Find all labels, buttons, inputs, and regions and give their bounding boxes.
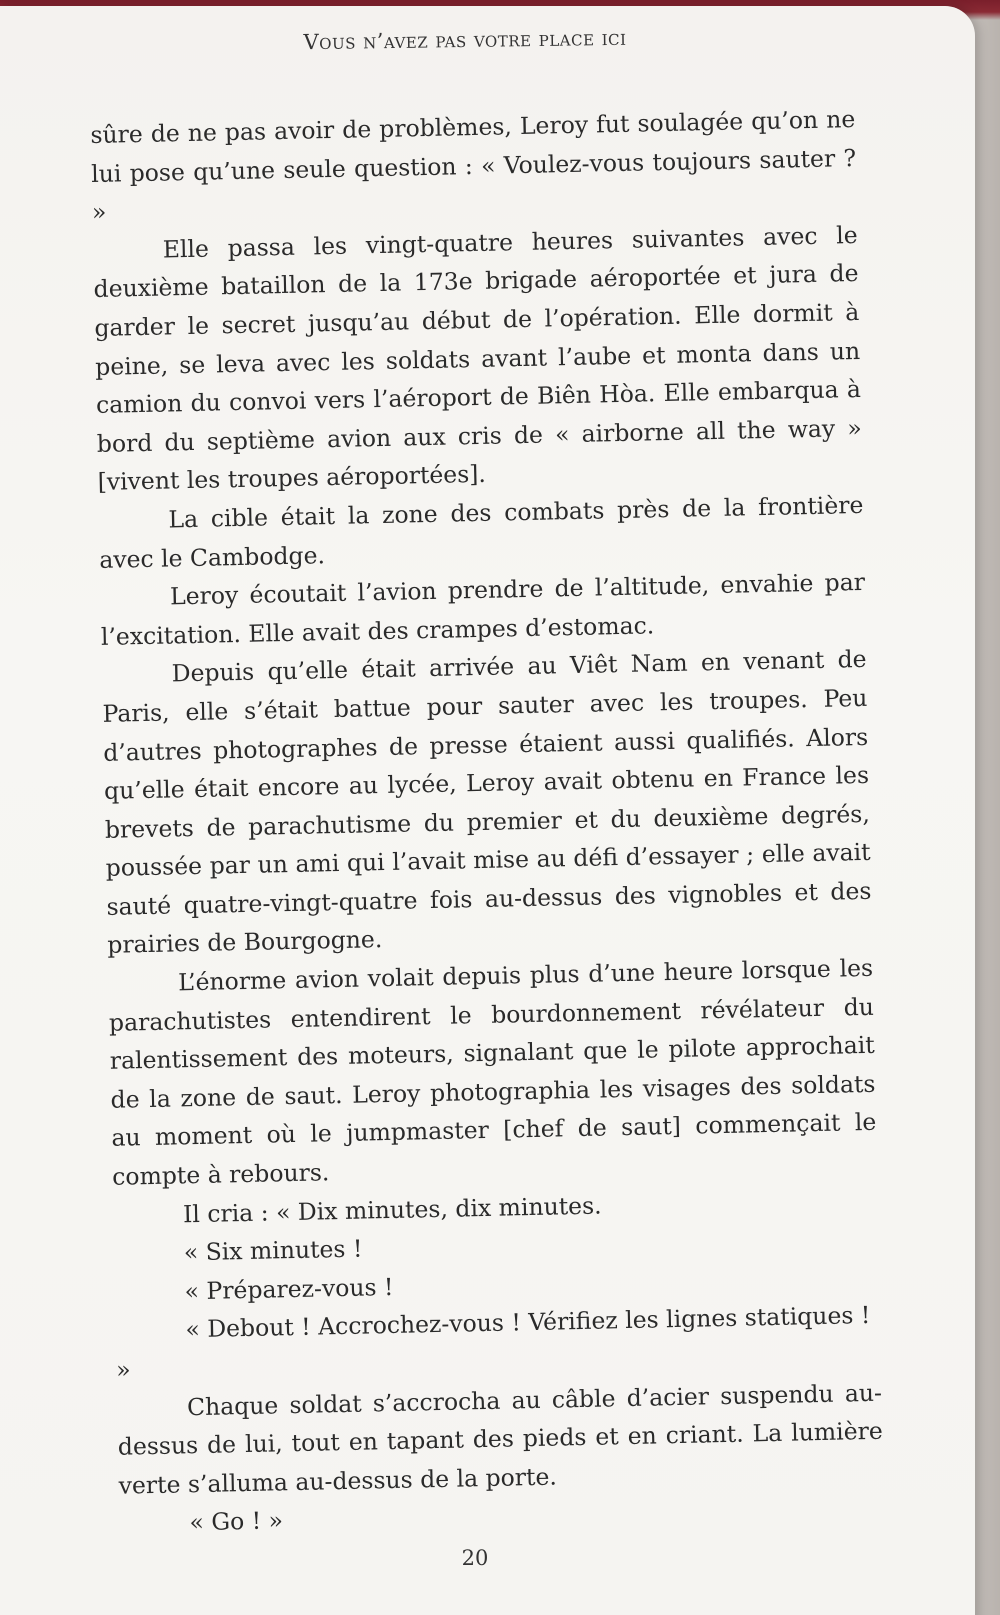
dialogue-line-1: Il cria : « Dix minutes, dix minutes.: [182, 1191, 602, 1228]
paragraph-5: Depuis qu’elle était arrivée au Viêt Nam en venant de Paris, elle s’était battue pour sauter avec les troupes. Peu d’autres photographes de presse étaient aussi qualifiés. Alors qu’elle était encore au lycée, Leroy avait obtenu en France les brevets de parachutisme du premier et du deuxième degrés, poussée par un ami qui l’avait mise au défi d’essayer ; elle avait sauté quatre-vingt-quatre fois au-dessus des vignobles et des prairies de Bourgogne.: [102, 645, 872, 960]
book-page: [0, 6, 975, 1615]
paragraph-6: L’énorme avion volait depuis plus d’une heure lorsque les parachutistes entendirent le bourdonnement révélateur du ralentissement des moteurs, signalant que le pilote approchait de la zone de saut. Leroy photographia les visages des soldats au moment où le jumpmaster [chef de saut] commençait le compte à rebours.: [108, 953, 877, 1191]
page-number: 20: [461, 1546, 489, 1570]
dialogue-line-5: « Go ! »: [189, 1506, 284, 1537]
running-head: Vous n’avez pas votre place ici: [303, 25, 627, 55]
paragraph-2: Elle passa les vingt-quatre heures suivantes avec le deuxième bataillon de la 173e brigade aéroportée et jura de garder le secret jusqu’au début de l’opération. Elle dormit à peine, se leva avec les soldats avant l’aube et monta dans un camion du convoi vers l’aéroport de Biên Hòa. Elle embarqua à bord du septième avion aux cris de « airborne all the way » [vivent les troupes aéroportées].: [93, 220, 862, 497]
body-text: [90, 100, 885, 1544]
paragraph-1: sûre de ne pas avoir de problèmes, Leroy fut soulagée qu’on ne lui pose qu’une seule question : « Voulez-vous toujours sauter ? »: [90, 104, 857, 227]
dialogue-line-2: « Six minutes !: [183, 1234, 363, 1267]
paragraph-3: La cible était la zone des combats près de la frontière avec le Cambodge.: [98, 490, 864, 574]
dialogue-line-3: « Préparez-vous !: [184, 1272, 394, 1306]
dialogue-line-4: « Debout ! Accrochez-vous ! Vérifiez les lignes statiques ! »: [115, 1301, 871, 1384]
paragraph-7: Chaque soldat s’accrocha au câble d’acier suspendu au-dessus de lui, tout en tapant des pieds et en criant. La lumière verte s’alluma au-dessus de la porte.: [117, 1378, 884, 1500]
paragraph-4: Leroy écoutait l’avion prendre de l’altitude, envahie par l’excitation. Elle avait des crampes d’estomac.: [100, 568, 866, 651]
